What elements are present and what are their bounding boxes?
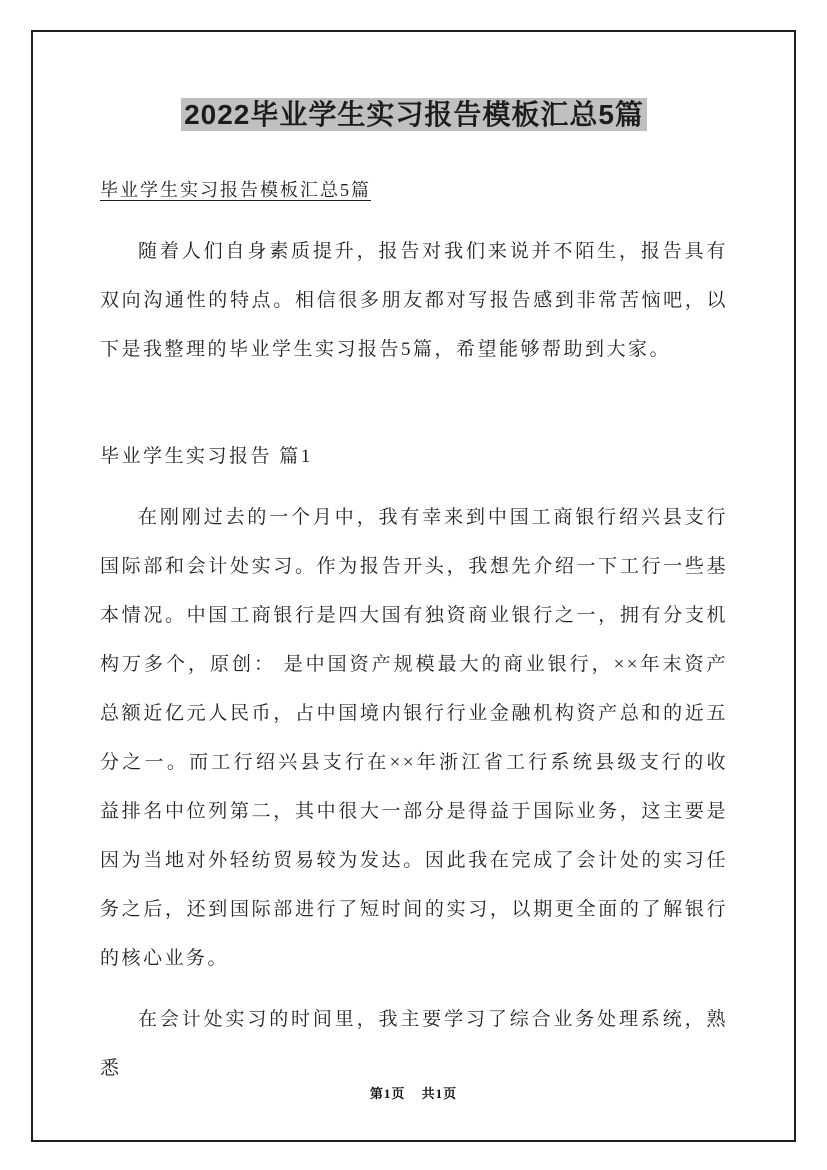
section-heading: 毕业学生实习报告 篇1 bbox=[100, 446, 313, 467]
body-paragraph-1: 在刚刚过去的一个月中，我有幸来到中国工商银行绍兴县支行国际部和会计处实习。作为报告开头，我想先介绍一下工行一些基本情况。中国工商银行是四大国有独资商业银行之一，拥有分支机构万多个，原创： 是中国资产规模最大的商业银行，××年末资产总额近亿元人民币，占中国境内银行行业金融机构资产总和的近五分之一。而工行绍兴县支行在××年浙江省工行系统县级支行的收益排名中位列第二，其中很大一部分是得益于国际业务，这主要是因为当地对外轻纺贸易较为发达。因此我在完成了会计处的实习任务之后，还到国际部进行了短时间的实习，以期更全面的了解银行的核心业务。 bbox=[100, 507, 728, 969]
title-highlight: 2022毕业学生实习报告模板汇总5篇 bbox=[181, 98, 647, 131]
intro-paragraph: 随着人们自身素质提升，报告对我们来说并不陌生，报告具有双向沟通性的特点。相信很多朋友都对写报告感到非常苦恼吧，以下是我整理的毕业学生实习报告5篇，希望能够帮助到大家。 bbox=[100, 241, 728, 360]
page-footer bbox=[0, 1083, 827, 1102]
body-paragraph-2: 在会计处实习的时间里，我主要学习了综合业务处理系统，熟悉 bbox=[100, 1009, 728, 1079]
document-subtitle: 毕业学生实习报告模板汇总5篇 bbox=[100, 180, 371, 200]
document-content bbox=[100, 95, 728, 1093]
current-page-label: 第1页 bbox=[369, 1086, 406, 1101]
document-title bbox=[100, 95, 728, 135]
total-pages-label: 共1页 bbox=[421, 1086, 458, 1101]
